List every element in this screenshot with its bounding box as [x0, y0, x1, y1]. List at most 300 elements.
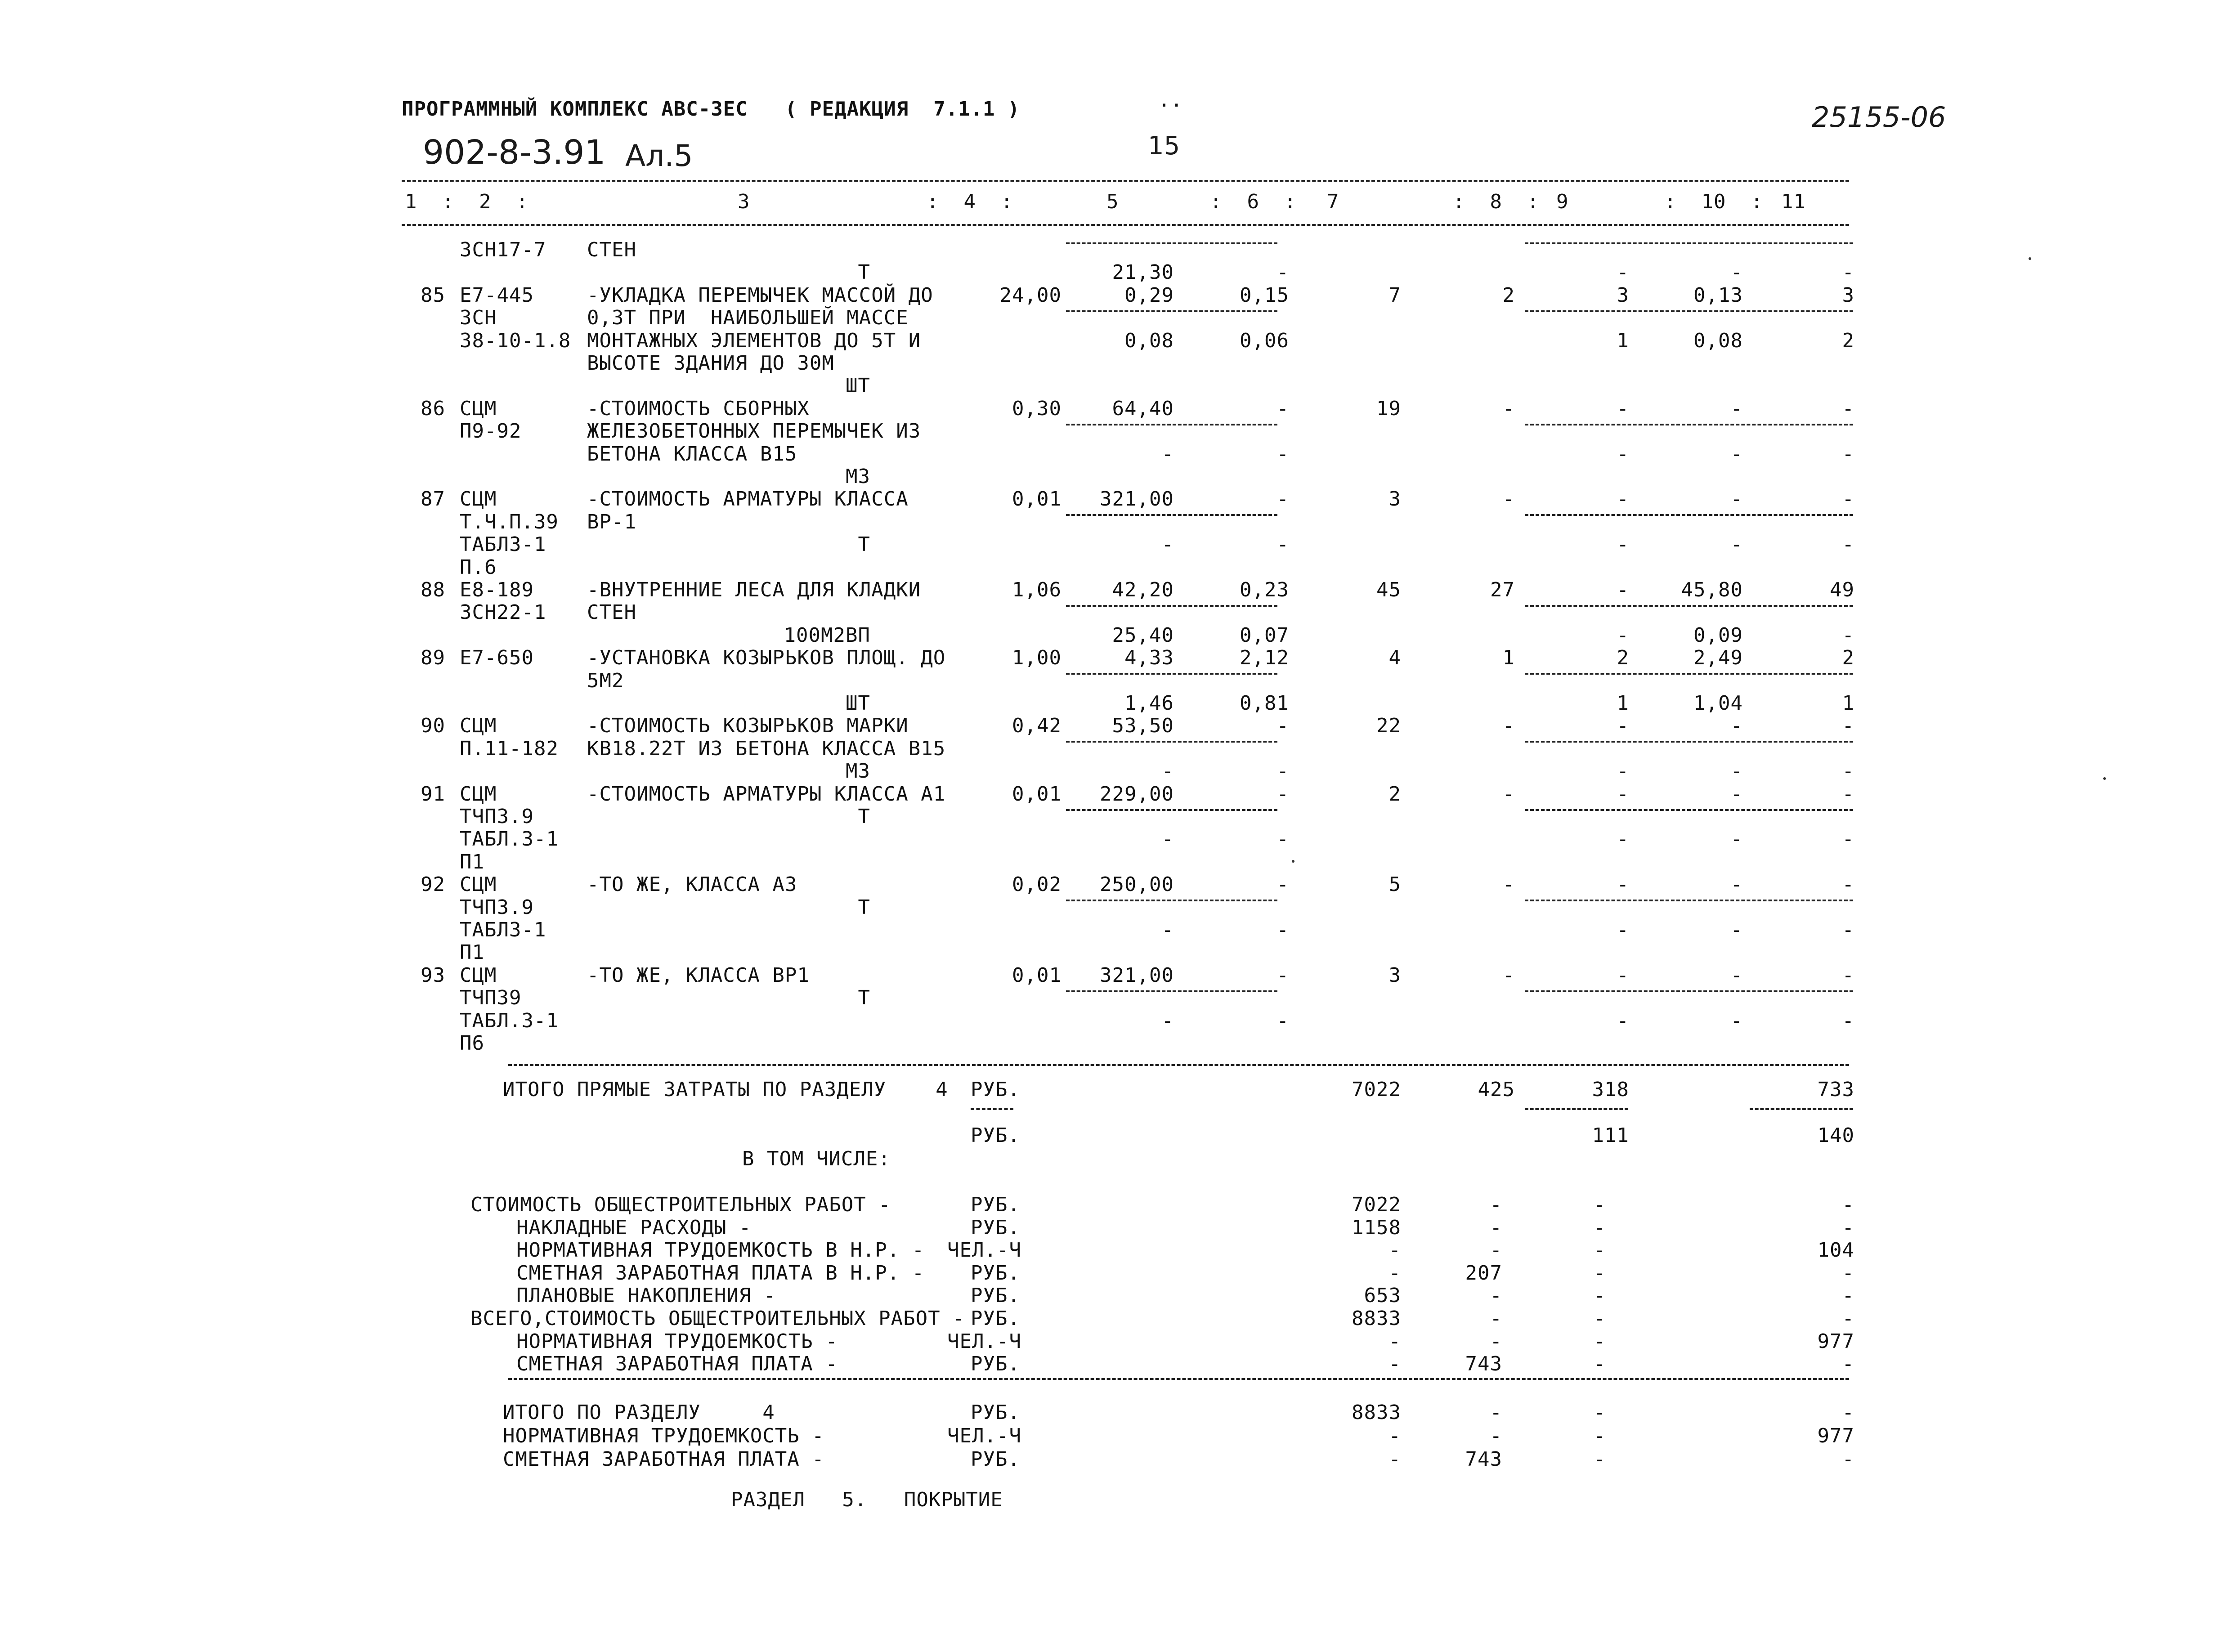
- cell-c9: -: [1617, 918, 1629, 941]
- summary-unit: ЧЕЛ.-Ч: [947, 1330, 1021, 1353]
- summary-col11: -: [1842, 1193, 1854, 1216]
- section-total-unit: РУБ.: [971, 1078, 1020, 1101]
- subtotal-rule: [1525, 514, 1853, 516]
- cell-c11: -: [1842, 964, 1854, 987]
- subtotal-rule: [1525, 1108, 1628, 1110]
- summary-col11: 104: [1817, 1239, 1854, 1262]
- cell-c5: 4,33: [1124, 646, 1174, 669]
- summary-col8: -: [1490, 1330, 1502, 1353]
- cell-c11: 3: [1842, 284, 1854, 307]
- cell-c2: П9-92: [460, 420, 522, 443]
- cell-c1: 87: [421, 488, 445, 510]
- cell-c11: -: [1842, 783, 1854, 806]
- final-col7: -: [1388, 1424, 1401, 1447]
- cell-c8: -: [1502, 783, 1515, 806]
- cell-c9: 1: [1617, 329, 1629, 352]
- cell-c6: -: [1277, 443, 1289, 466]
- summary-unit: РУБ.: [971, 1352, 1020, 1375]
- cell-c5: 64,40: [1112, 397, 1174, 420]
- cell-c2: П1: [460, 941, 484, 964]
- summary-col9: -: [1593, 1307, 1606, 1330]
- cell-c10: -: [1730, 783, 1743, 806]
- final-label: ИТОГО ПО РАЗДЕЛУ 4: [503, 1401, 775, 1424]
- summary-col7: 7022: [1352, 1193, 1401, 1216]
- cell-c7: 45: [1376, 578, 1401, 601]
- including-label: В ТОМ ЧИСЛЕ:: [742, 1147, 891, 1170]
- cell-c7: 19: [1376, 397, 1401, 420]
- cell-c9: 1: [1617, 692, 1629, 715]
- final-unit: РУБ.: [971, 1401, 1020, 1424]
- cell-c3u: М3: [846, 465, 870, 488]
- summary-col8: -: [1490, 1284, 1502, 1307]
- section-total-col11: 733: [1817, 1078, 1854, 1101]
- summary-col9: -: [1593, 1239, 1606, 1262]
- column-header: 9: [1556, 190, 1569, 213]
- cell-c11: 2: [1842, 329, 1854, 352]
- summary-unit: ЧЕЛ.-Ч: [947, 1239, 1021, 1262]
- final-col7: -: [1388, 1448, 1401, 1471]
- final-col9: -: [1593, 1424, 1606, 1447]
- cell-c2: П6: [460, 1032, 484, 1055]
- cell-c3: -УСТАНОВКА КОЗЫРЬКОВ ПЛОЩ. ДО: [587, 646, 946, 669]
- cell-c10: 45,80: [1681, 578, 1743, 601]
- summary-label: ПЛАНОВЫЕ НАКОПЛЕНИЯ -: [516, 1284, 776, 1307]
- cell-c1: 88: [421, 578, 445, 601]
- cell-c1: 93: [421, 964, 445, 987]
- subtotal-rule: [1525, 673, 1853, 675]
- cell-c3: -ТО ЖЕ, КЛАССА ВР1: [587, 964, 810, 987]
- album-handwritten: Ал.5: [625, 139, 693, 173]
- column-header: 7: [1327, 190, 1339, 213]
- header-marks: ··: [1158, 94, 1183, 117]
- cell-c2: Т.Ч.П.39: [460, 510, 559, 533]
- subtotal-rule: [1525, 605, 1853, 607]
- final-label: НОРМАТИВНАЯ ТРУДОЕМКОСТЬ -: [503, 1424, 824, 1447]
- cell-c6: -: [1277, 533, 1289, 556]
- section-total-col9-b: 111: [1592, 1124, 1629, 1147]
- cell-c6: 0,23: [1240, 578, 1289, 601]
- subtotal-rule: [1066, 809, 1277, 811]
- cell-c9: -: [1617, 397, 1629, 420]
- scan-speck: [2103, 777, 2106, 780]
- next-section-title: РАЗДЕЛ 5. ПОКРЫТИЕ: [731, 1488, 1003, 1511]
- project-code-handwritten: 902-8-3.91: [423, 133, 606, 172]
- cell-c6: -: [1277, 873, 1289, 896]
- summary-label: ВСЕГО,СТОИМОСТЬ ОБЩЕСТРОИТЕЛЬНЫХ РАБОТ -: [470, 1307, 965, 1330]
- cell-c9: -: [1617, 488, 1629, 510]
- subtotal-rule: [1525, 310, 1853, 312]
- cell-c1: 92: [421, 873, 445, 896]
- cell-c5: 321,00: [1100, 964, 1174, 987]
- section-total-unit-2: РУБ.: [971, 1124, 1020, 1147]
- cell-c2: СЦМ: [460, 873, 497, 896]
- cell-c2: П.11-182: [460, 737, 559, 760]
- subtotal-rule: [1525, 809, 1853, 811]
- summary-col7: 1158: [1352, 1216, 1401, 1239]
- cell-c3: -СТОИМОСТЬ АРМАТУРЫ КЛАССА А1: [587, 783, 946, 806]
- cell-c8: -: [1502, 964, 1515, 987]
- summary-col9: -: [1593, 1193, 1606, 1216]
- cell-c6: -: [1277, 397, 1289, 420]
- cell-c3u: М3: [846, 760, 870, 783]
- summary-col9: -: [1593, 1330, 1606, 1353]
- cell-c2: ТАБЛ.3-1: [460, 828, 559, 851]
- cell-c3u: Т: [858, 896, 870, 919]
- summary-col11: 977: [1817, 1330, 1854, 1353]
- summary-label: НОРМАТИВНАЯ ТРУДОЕМКОСТЬ -: [516, 1330, 838, 1353]
- subtotal-rule: [1750, 1108, 1853, 1110]
- cell-c7: 5: [1388, 873, 1401, 896]
- summary-label: СМЕТНАЯ ЗАРАБОТНАЯ ПЛАТА В Н.Р. -: [516, 1262, 925, 1285]
- cell-c1: 91: [421, 783, 445, 806]
- summary-col9: -: [1593, 1216, 1606, 1239]
- summary-label: НАКЛАДНЫЕ РАСХОДЫ -: [516, 1216, 752, 1239]
- cell-c11: 2: [1842, 646, 1854, 669]
- cell-c5: 321,00: [1100, 488, 1174, 510]
- final-unit: РУБ.: [971, 1448, 1020, 1471]
- cell-c3u: Т: [858, 261, 870, 284]
- cell-c10: -: [1730, 873, 1743, 896]
- cell-c1: 89: [421, 646, 445, 669]
- page-number: 15: [1148, 131, 1180, 161]
- cell-c7: 3: [1388, 964, 1401, 987]
- summary-col9: -: [1593, 1262, 1606, 1285]
- header-top-rule: [402, 180, 1849, 182]
- cell-c3: -СТОИМОСТЬ СБОРНЫХ: [587, 397, 810, 420]
- cell-c6: -: [1277, 488, 1289, 510]
- cell-c4: 0,01: [1012, 964, 1062, 987]
- cell-c6: -: [1277, 1009, 1289, 1032]
- column-header: 5: [1106, 190, 1119, 213]
- cell-c10: -: [1730, 397, 1743, 420]
- cell-c9: -: [1617, 443, 1629, 466]
- column-header: 1 : 2 :: [405, 190, 529, 213]
- cell-c2: ТАБЛ3-1: [460, 533, 546, 556]
- cell-c5: -: [1161, 533, 1174, 556]
- cell-c9: 2: [1617, 646, 1629, 669]
- document-number-handwritten: 25155-06: [1812, 101, 1946, 134]
- final-col9: -: [1593, 1401, 1606, 1424]
- cell-c3: -СТОИМОСТЬ АРМАТУРЫ КЛАССА: [587, 488, 909, 510]
- cell-c3u: 100М2ВП: [784, 624, 870, 647]
- summary-col7: -: [1388, 1239, 1401, 1262]
- summary-col11: -: [1842, 1352, 1854, 1375]
- cell-c10: -: [1730, 964, 1743, 987]
- cell-c5: 229,00: [1100, 783, 1174, 806]
- cell-c2: Е7-650: [460, 646, 534, 669]
- cell-c8: 1: [1502, 646, 1515, 669]
- subtotal-rule: [1066, 514, 1277, 516]
- cell-c11: -: [1842, 488, 1854, 510]
- cell-c10: -: [1730, 443, 1743, 466]
- final-col11: 977: [1817, 1424, 1854, 1447]
- cell-c9: -: [1617, 533, 1629, 556]
- cell-c2: П.6: [460, 556, 497, 579]
- summary-col8: 207: [1465, 1262, 1502, 1285]
- cell-c7: 2: [1388, 783, 1401, 806]
- program-header: ПРОГРАММНЫЙ КОМПЛЕКС АВС-3ЕС ( РЕДАКЦИЯ 7.1.1 ): [402, 98, 1020, 121]
- cell-c3: ВР-1: [587, 510, 636, 533]
- cell-c3: -ТО ЖЕ, КЛАССА А3: [587, 873, 797, 896]
- cell-c10: -: [1730, 828, 1743, 851]
- summary-col8: -: [1490, 1193, 1502, 1216]
- column-header: 3: [738, 190, 750, 213]
- cell-c3u: Т: [858, 533, 870, 556]
- subtotal-rule: [1066, 990, 1277, 992]
- cell-c6: 2,12: [1240, 646, 1289, 669]
- cell-c3u: ШТ: [846, 692, 870, 715]
- cell-c8: -: [1502, 873, 1515, 896]
- cell-c9: -: [1617, 964, 1629, 987]
- cell-c11: -: [1842, 828, 1854, 851]
- cell-c10: -: [1730, 918, 1743, 941]
- cell-c2: СЦМ: [460, 714, 497, 737]
- final-col8: 743: [1465, 1448, 1502, 1471]
- summary-col7: 653: [1364, 1284, 1401, 1307]
- summary-unit: РУБ.: [971, 1262, 1020, 1285]
- summary-col8: -: [1490, 1216, 1502, 1239]
- cell-c9: -: [1617, 828, 1629, 851]
- cell-c3: -СТОИМОСТЬ КОЗЫРЬКОВ МАРКИ: [587, 714, 909, 737]
- subtotal-rule: [1066, 424, 1277, 425]
- cell-c2: ТАБЛ.3-1: [460, 1009, 559, 1032]
- subtotal-rule: [1525, 741, 1853, 743]
- summary-col11: -: [1842, 1262, 1854, 1285]
- cell-c8: -: [1502, 714, 1515, 737]
- cell-c3u: Т: [858, 986, 870, 1009]
- cell-c10: -: [1730, 1009, 1743, 1032]
- summary-col9: -: [1593, 1352, 1606, 1375]
- section-total-col7: 7022: [1352, 1078, 1401, 1101]
- cell-c3: ЖЕЛЕЗОБЕТОННЫХ ПЕРЕМЫЧЕК ИЗ: [587, 420, 921, 443]
- summary-col7: -: [1388, 1352, 1401, 1375]
- section-total-col8: 425: [1478, 1078, 1515, 1101]
- summary-unit: РУБ.: [971, 1307, 1020, 1330]
- cell-c5: -: [1161, 918, 1174, 941]
- unit-rule: [971, 1108, 1013, 1110]
- cell-c8: 2: [1502, 284, 1515, 307]
- cell-c3: КВ18.22Т ИЗ БЕТОНА КЛАССА В15: [587, 737, 946, 760]
- cell-c2: ТЧП3.9: [460, 805, 534, 828]
- cell-c11: -: [1842, 873, 1854, 896]
- summary-col9: -: [1593, 1284, 1606, 1307]
- cell-c6: -: [1277, 714, 1289, 737]
- cell-c6: 0,81: [1240, 692, 1289, 715]
- cell-c4: 0,01: [1012, 488, 1062, 510]
- cell-c11: -: [1842, 918, 1854, 941]
- final-col11: -: [1842, 1448, 1854, 1471]
- cell-c11: -: [1842, 533, 1854, 556]
- cell-c9: -: [1617, 873, 1629, 896]
- cell-c6: -: [1277, 964, 1289, 987]
- final-col11: -: [1842, 1401, 1854, 1424]
- summary-unit: РУБ.: [971, 1193, 1020, 1216]
- cell-c9: -: [1617, 714, 1629, 737]
- cell-c7: 4: [1388, 646, 1401, 669]
- subtotal-rule: [1525, 990, 1853, 992]
- cell-c4: 0,01: [1012, 783, 1062, 806]
- cell-c6: 0,06: [1240, 329, 1289, 352]
- cell-c3: -УКЛАДКА ПЕРЕМЫЧЕК МАССОЙ ДО: [587, 284, 933, 307]
- cell-c4: 0,42: [1012, 714, 1062, 737]
- cell-c2: 3СН: [460, 306, 497, 329]
- cell-c9: -: [1617, 760, 1629, 783]
- cell-c5: 1,46: [1124, 692, 1174, 715]
- summary-col11: -: [1842, 1284, 1854, 1307]
- section-total-col9: 318: [1592, 1078, 1629, 1101]
- scan-speck: [2029, 257, 2031, 260]
- subtotal-rule: [1525, 900, 1853, 901]
- final-col8: -: [1490, 1424, 1502, 1447]
- cell-c11: -: [1842, 443, 1854, 466]
- section-total-label: ИТОГО ПРЯМЫЕ ЗАТРАТЫ ПО РАЗДЕЛУ 4: [503, 1078, 948, 1101]
- cell-c10: -: [1730, 261, 1743, 284]
- cell-c3: СТЕН: [587, 238, 636, 261]
- cell-c2: СЦМ: [460, 964, 497, 987]
- cell-c2: СЦМ: [460, 783, 497, 806]
- cell-c11: 49: [1830, 578, 1854, 601]
- cell-c10: 1,04: [1693, 692, 1743, 715]
- cell-c7: 3: [1388, 488, 1401, 510]
- cell-c9: -: [1617, 783, 1629, 806]
- cell-c10: -: [1730, 714, 1743, 737]
- cell-c10: -: [1730, 533, 1743, 556]
- cell-c11: -: [1842, 760, 1854, 783]
- summary-col7: 8833: [1352, 1307, 1401, 1330]
- cell-c4: 0,30: [1012, 397, 1062, 420]
- cell-c9: -: [1617, 624, 1629, 647]
- scan-speck: [1292, 860, 1294, 863]
- cell-c2: ТЧП39: [460, 986, 522, 1009]
- cell-c7: 7: [1388, 284, 1401, 307]
- cell-c2: 3СН17-7: [460, 238, 546, 261]
- final-col7: 8833: [1352, 1401, 1401, 1424]
- cell-c7: 22: [1376, 714, 1401, 737]
- cell-c5: 53,50: [1112, 714, 1174, 737]
- cell-c11: -: [1842, 714, 1854, 737]
- cell-c3: СТЕН: [587, 601, 636, 624]
- final-label: СМЕТНАЯ ЗАРАБОТНАЯ ПЛАТА -: [503, 1448, 824, 1471]
- section-total-col11-b: 140: [1817, 1124, 1854, 1147]
- cell-c4: 0,02: [1012, 873, 1062, 896]
- cell-c10: 0,08: [1693, 329, 1743, 352]
- cell-c2: Е8-189: [460, 578, 534, 601]
- cell-c11: -: [1842, 1009, 1854, 1032]
- cell-c8: 27: [1490, 578, 1515, 601]
- cell-c11: -: [1842, 397, 1854, 420]
- summary-unit: РУБ.: [971, 1216, 1020, 1239]
- cell-c3: БЕТОНА КЛАССА В15: [587, 443, 797, 466]
- cell-c3u: ШТ: [846, 374, 870, 397]
- cell-c5: -: [1161, 828, 1174, 851]
- cell-c4: 1,00: [1012, 646, 1062, 669]
- summary-label: СМЕТНАЯ ЗАРАБОТНАЯ ПЛАТА -: [516, 1352, 838, 1375]
- cell-c1: 85: [421, 284, 445, 307]
- cell-c3u: Т: [858, 805, 870, 828]
- summary-col11: -: [1842, 1307, 1854, 1330]
- cell-c5: 0,29: [1124, 284, 1174, 307]
- summary-col8: -: [1490, 1239, 1502, 1262]
- cell-c5: 250,00: [1100, 873, 1174, 896]
- subtotal-rule: [1066, 310, 1277, 312]
- column-header: : 10 :: [1664, 190, 1763, 213]
- final-top-rule: [508, 1378, 1849, 1380]
- summary-col11: -: [1842, 1216, 1854, 1239]
- cell-c3: 5М2: [587, 669, 624, 692]
- cell-c6: 0,15: [1240, 284, 1289, 307]
- cell-c10: 2,49: [1693, 646, 1743, 669]
- cell-c3: -ВНУТРЕННИЕ ЛЕСА ДЛЯ КЛАДКИ: [587, 578, 921, 601]
- cell-c3: МОНТАЖНЫХ ЭЛЕМЕНТОВ ДО 5Т И: [587, 329, 921, 352]
- cell-c10: -: [1730, 488, 1743, 510]
- cell-c11: 1: [1842, 692, 1854, 715]
- cell-c11: -: [1842, 261, 1854, 284]
- final-col8: -: [1490, 1401, 1502, 1424]
- cell-c1: 86: [421, 397, 445, 420]
- final-unit: ЧЕЛ.-Ч: [947, 1424, 1021, 1447]
- cell-c8: -: [1502, 488, 1515, 510]
- cell-c2: СЦМ: [460, 488, 497, 510]
- column-header: : 6 :: [1210, 190, 1297, 213]
- cell-c2: П1: [460, 851, 484, 873]
- cell-c6: -: [1277, 918, 1289, 941]
- cell-c5: -: [1161, 760, 1174, 783]
- column-header: : 8 :: [1453, 190, 1540, 213]
- cell-c1: 90: [421, 714, 445, 737]
- subtotal-rule: [1525, 424, 1853, 425]
- cell-c9: -: [1617, 578, 1629, 601]
- cell-c6: -: [1277, 783, 1289, 806]
- summary-unit: РУБ.: [971, 1284, 1020, 1307]
- cell-c4: 1,06: [1012, 578, 1062, 601]
- cell-c2: Е7-445: [460, 284, 534, 307]
- summary-label: СТОИМОСТЬ ОБЩЕСТРОИТЕЛЬНЫХ РАБОТ -: [470, 1193, 891, 1216]
- cell-c6: -: [1277, 261, 1289, 284]
- subtotal-rule: [1525, 242, 1853, 244]
- cell-c5: 42,20: [1112, 578, 1174, 601]
- column-header: : 4 :: [927, 190, 1013, 213]
- cell-c2: ТАБЛ3-1: [460, 918, 546, 941]
- cell-c3: ВЫСОТЕ ЗДАНИЯ ДО 30М: [587, 352, 834, 375]
- cell-c9: 3: [1617, 284, 1629, 307]
- cell-c2: ТЧП3.9: [460, 896, 534, 919]
- cell-c6: -: [1277, 760, 1289, 783]
- cell-c10: 0,13: [1693, 284, 1743, 307]
- cell-c8: -: [1502, 397, 1515, 420]
- cell-c2: СЦМ: [460, 397, 497, 420]
- header-bottom-rule: [402, 224, 1849, 226]
- final-col9: -: [1593, 1448, 1606, 1471]
- column-header: 11: [1781, 190, 1806, 213]
- subtotal-rule: [1066, 673, 1277, 675]
- cell-c11: -: [1842, 624, 1854, 647]
- summary-col7: -: [1388, 1330, 1401, 1353]
- cell-c2: 3СН22-1: [460, 601, 546, 624]
- subtotal-rule: [1066, 900, 1277, 901]
- cell-c4: 24,00: [999, 284, 1062, 307]
- cell-c6: -: [1277, 828, 1289, 851]
- cell-c10: -: [1730, 760, 1743, 783]
- cell-c5: -: [1161, 443, 1174, 466]
- cell-c10: 0,09: [1693, 624, 1743, 647]
- summary-col7: -: [1388, 1262, 1401, 1285]
- subtotal-rule: [1066, 605, 1277, 607]
- cell-c5: 0,08: [1124, 329, 1174, 352]
- cell-c6: 0,07: [1240, 624, 1289, 647]
- cell-c9: -: [1617, 261, 1629, 284]
- cell-c2: 38-10-1.8: [460, 329, 571, 352]
- summary-label: НОРМАТИВНАЯ ТРУДОЕМКОСТЬ В Н.Р. -: [516, 1239, 925, 1262]
